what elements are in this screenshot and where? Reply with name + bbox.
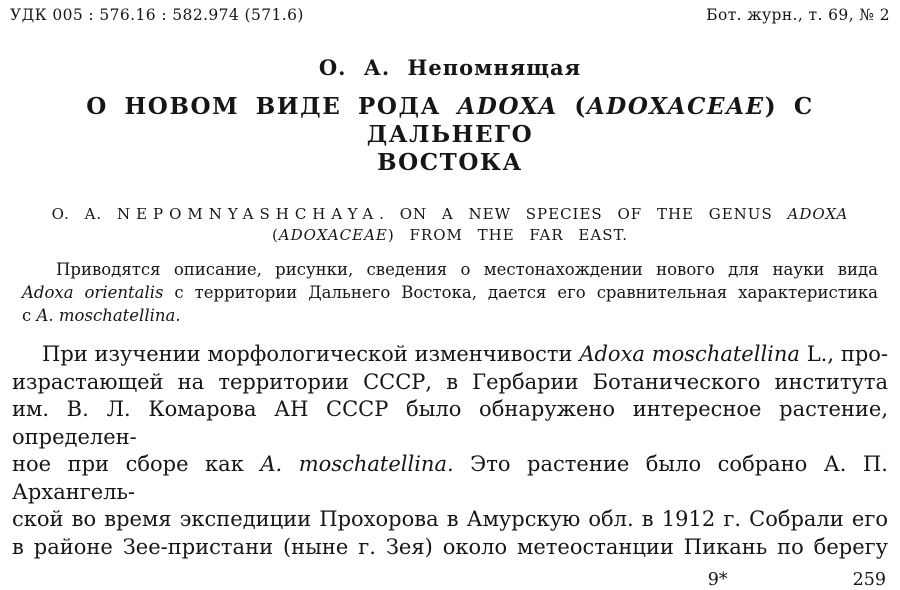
abstract-line: Adoxa orientalis с территории Дальнего Востока, дается его сравнительная характеристика xyxy=(22,283,878,302)
body-text-line: в районе Зее-пристани (ныне г. Зея) около метеостанции Пикань по берегу xyxy=(12,534,888,559)
abstract-line: с A. moschatellina. xyxy=(22,306,181,325)
article-title xyxy=(40,93,860,177)
title-line: О НОВОМ ВИДЕ РОДА ADOXA (ADOXACEAE) С ДАЛЬНЕГО xyxy=(86,93,814,148)
page-header xyxy=(10,6,890,24)
body-paragraph xyxy=(12,341,888,561)
english-title xyxy=(10,204,890,246)
author-name: О. А. Непомнящая xyxy=(318,55,582,80)
page-number: 259 xyxy=(852,570,886,590)
udc-code: УДК 005 : 576.16 : 582.974 (571.6) xyxy=(10,6,304,24)
journal-reference: Бот. журн., т. 69, № 2 xyxy=(706,6,890,24)
abstract-line: Приводятся описание, рисунки, сведения о местонахождении нового для науки вида xyxy=(56,260,878,279)
page-footer xyxy=(10,570,890,590)
body-text-line: При изучении морфологической изменчивости Adoxa moschatellina L., про- xyxy=(42,342,889,366)
title-line: ВОСТОКА xyxy=(377,149,523,176)
english-title-line: (ADOXACEAE) FROM THE FAR EAST. xyxy=(271,226,629,244)
body-text-line: израстающей на территории СССР, в Гербарии Ботанического института xyxy=(12,369,888,394)
abstract-paragraph xyxy=(22,258,878,327)
signature-mark: 9* xyxy=(707,570,728,590)
body-text-line: ской во время экспедиции Прохорова в Амурскую обл. в 1912 г. Собрали его xyxy=(12,507,888,531)
body-text-line: ное при сборе как A. moschatellina. Это растение было собрано А. П. Архангель- xyxy=(12,452,888,504)
english-title-line: O. A. NEPOMNYASHCHAYA. ON A NEW SPECIES OF THE GENUS ADOXA xyxy=(51,205,849,223)
body-text-line: им. В. Л. Комарова АН СССР было обнаружено интересное растение, определен- xyxy=(12,397,888,449)
